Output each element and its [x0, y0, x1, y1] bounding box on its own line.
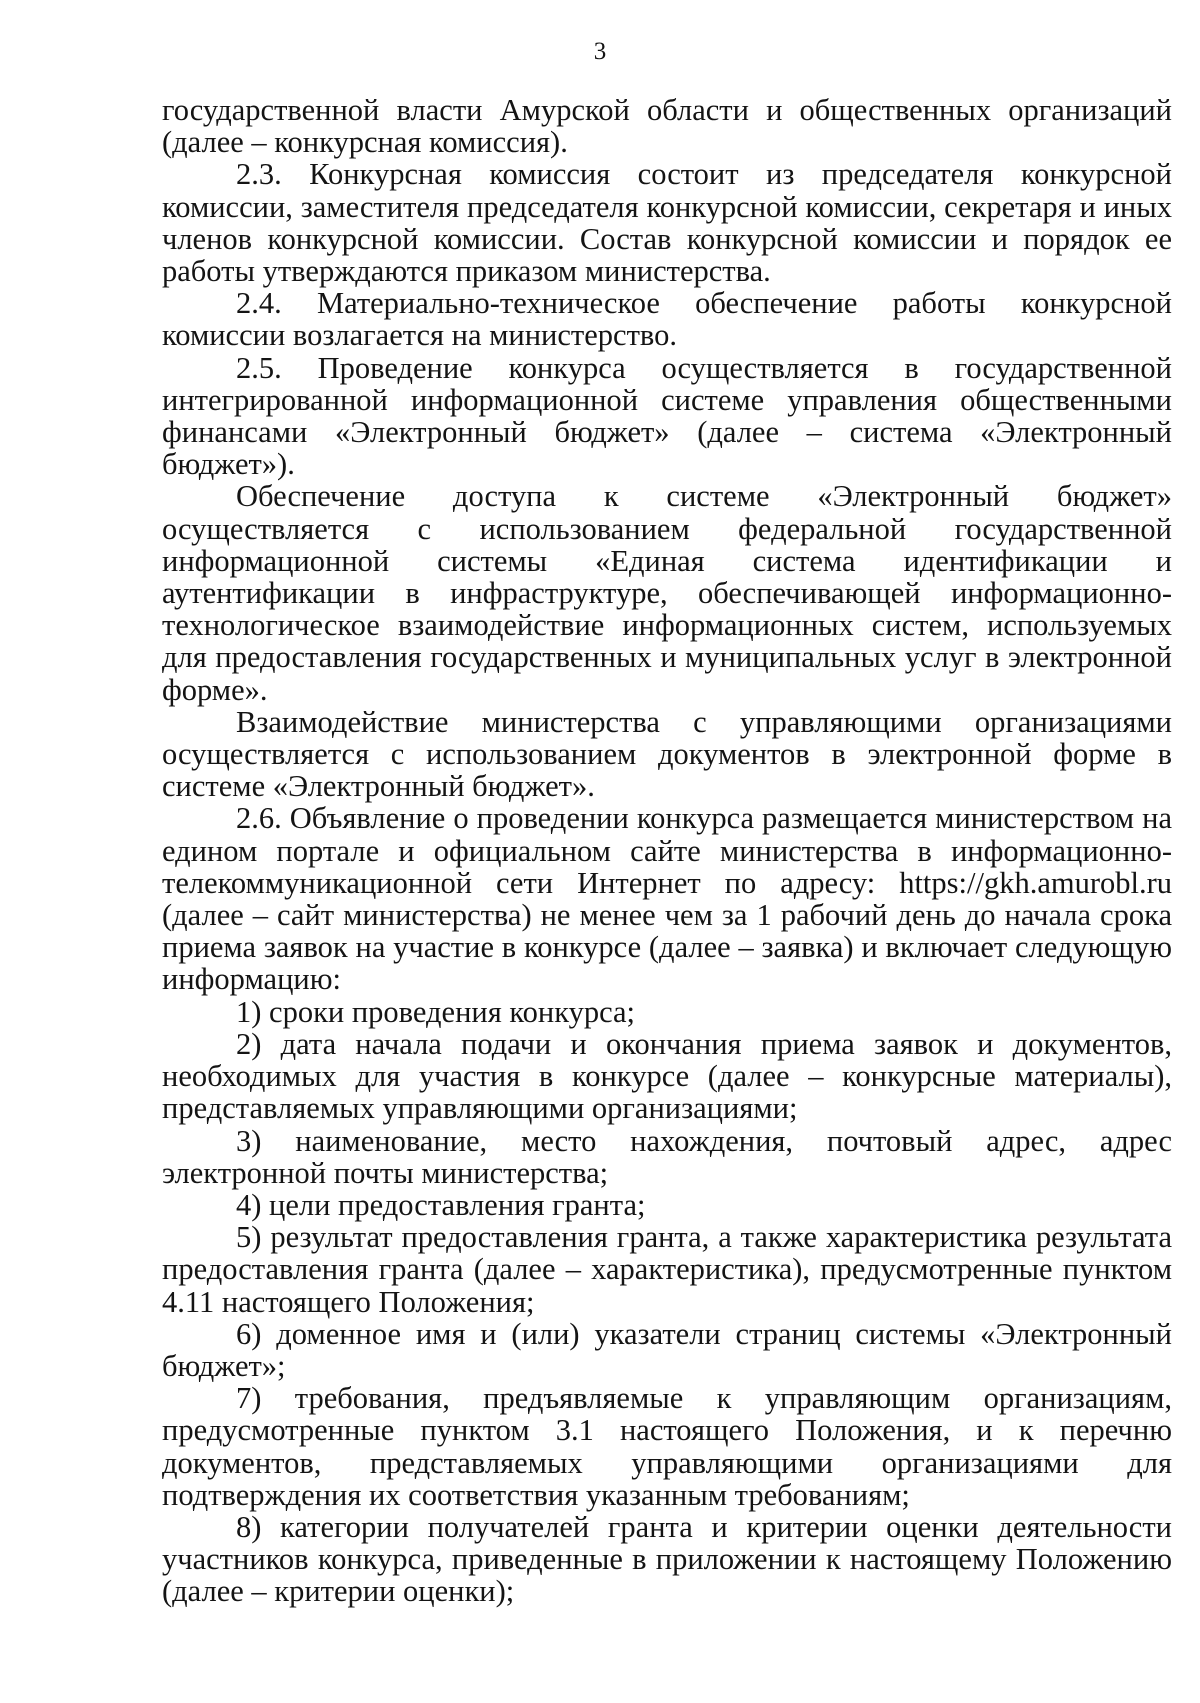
list-item-2-dates: 2) дата начала подачи и окончания приема заявок и документов, необходимых для участия в конкурсе (далее – конкурсные материалы), представляемых управляющими организациями;	[162, 1026, 1172, 1126]
paragraph-2-6-announcement: 2.6. Объявление о проведении конкурса размещается министерством на едином портале и официальном сайте министерства в информационно-телекоммуникационной сети Интернет по адресу: https://gkh.amurobl.ru (далее – сайт министерства) не менее чем за 1 рабочий день до начала срока приема заявок на участие в конкурсе (далее – заявка) и включает следующую информацию:	[162, 801, 1172, 997]
list-item-3-address: 3) наименование, место нахождения, почтовый адрес, адрес электронной почты министерства;	[162, 1123, 1172, 1190]
paragraph-system-access: Обеспечение доступа к системе «Электронный бюджет» осуществляется с использованием федеральной государственной информационной системы «Единая система идентификации и аутентификации в инфраструктуре, обеспечивающей информационно-технологическое взаимодействие информационных систем, используемых для предоставления государственных и муниципальных услуг в электронной форме».	[162, 479, 1172, 707]
paragraph-2-5-electronic-budget: 2.5. Проведение конкурса осуществляется в государственной интегрированной информационной системе управления общественными финансами «Электронный бюджет» (далее – система «Электронный бюджет»).	[162, 350, 1172, 482]
paragraph-2-4-material-support: 2.4. Материально-техническое обеспечение работы конкурсной комиссии возлагается на министерство.	[162, 286, 1172, 353]
list-item-5-result: 5) результат предоставления гранта, а также характеристика результата предоставления гранта (далее – характеристика), предусмотренные пунктом 4.11 настоящего Положения;	[162, 1220, 1172, 1319]
paragraph-interaction: Взаимодействие министерства с управляющими организациями осуществляется с использованием документов в электронной форме в системе «Электронный бюджет».	[162, 704, 1172, 804]
paragraph-2-3-commission-composition: 2.3. Конкурсная комиссия состоит из председателя конкурсной комиссии, заместителя председателя конкурсной комиссии, секретаря и иных членов конкурсной комиссии. Состав конкурсной комиссии и порядок ее работы утверждаются приказом министерства.	[162, 157, 1172, 289]
list-item-6-domain: 6) доменное имя и (или) указатели страниц системы «Электронный бюджет»;	[162, 1316, 1172, 1383]
list-item-4-goals: 4) цели предоставления гранта;	[236, 1187, 646, 1222]
list-item-7-requirements: 7) требования, предъявляемые к управляющим организациям, предусмотренные пунктом 3.1 настоящего Положения, и к перечню документов, представляемых управляющими организациями для подтверждения их соответствия указанным требованиям;	[162, 1381, 1172, 1512]
document-body	[162, 94, 1172, 1608]
paragraph-authorities-continuation: государственной власти Амурской области и общественных организаций (далее – конкурсная комиссия).	[162, 93, 1172, 160]
page-number: 3	[593, 38, 607, 65]
list-item-1-deadlines: 1) сроки проведения конкурса;	[236, 994, 636, 1029]
list-item-8-criteria: 8) категории получателей гранта и критерии оценки деятельности участников конкурса, приведенные в приложении к настоящему Положению (далее – критерии оценки);	[162, 1509, 1172, 1609]
